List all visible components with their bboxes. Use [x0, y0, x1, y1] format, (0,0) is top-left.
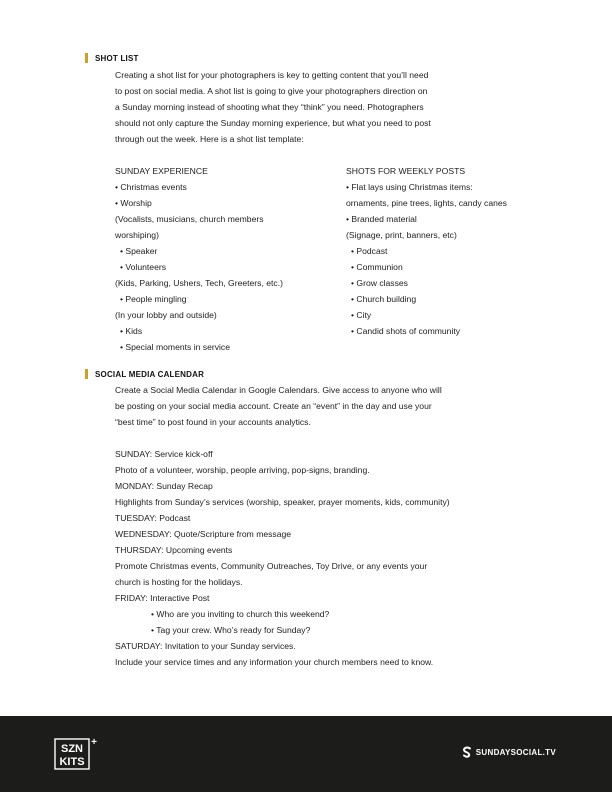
szn-kits-logo	[54, 736, 98, 770]
list-item: • Worship	[115, 198, 152, 208]
list-item: (In your lobby and outside)	[115, 310, 217, 320]
intro-line: through out the week. Here is a shot list template:	[115, 134, 304, 144]
intro-line: be posting on your social media account. Create an “event” in the day and use your	[115, 401, 432, 411]
schedule-line: Promote Christmas events, Community Outreaches, Toy Drive, or any events your	[115, 561, 428, 571]
list-item: (Signage, print, banners, etc)	[346, 230, 457, 240]
weekly-posts-column	[346, 163, 561, 339]
column-title: SUNDAY EXPERIENCE	[115, 166, 208, 176]
logo-line1: SZN	[61, 743, 83, 755]
schedule-line: Photo of a volunteer, worship, people arriving, pop-signs, branding.	[115, 465, 370, 475]
intro-line: a Sunday morning instead of shooting what they “think” you need. Photographers	[115, 102, 424, 112]
calendar-title: SOCIAL MEDIA CALENDAR	[95, 369, 205, 379]
footer-bar	[0, 716, 612, 792]
column-title: SHOTS FOR WEEKLY POSTS	[346, 166, 466, 176]
list-item: (Vocalists, musicians, church members	[115, 214, 264, 224]
intro-line: should not only capture the Sunday morning experience, but what you need to post	[115, 118, 431, 128]
list-item: • Flat lays using Christmas items:	[346, 182, 473, 192]
list-item: • Special moments in service	[120, 342, 230, 352]
sunday-experience-column	[115, 163, 340, 355]
list-item: • People mingling	[120, 294, 187, 304]
schedule-line: MONDAY: Sunday Recap	[115, 481, 213, 491]
calendar-intro	[115, 382, 535, 430]
sunday-social-logo-icon	[462, 746, 472, 758]
list-item: ornaments, pine trees, lights, candy canes	[346, 198, 507, 208]
calendar-schedule	[115, 446, 555, 670]
schedule-line: Include your service times and any information your church members need to know.	[115, 657, 434, 667]
schedule-line: THURSDAY: Upcoming events	[115, 545, 233, 555]
intro-line: Create a Social Media Calendar in Google Calendars. Give access to anyone who will	[115, 385, 442, 395]
list-item: • Branded material	[346, 214, 417, 224]
schedule-line: church is hosting for the holidays.	[115, 577, 243, 587]
list-item: • Volunteers	[120, 262, 167, 272]
list-item: (Kids, Parking, Ushers, Tech, Greeters, etc.)	[115, 278, 283, 288]
brand-url: SUNDAYSOCIAL.TV	[475, 747, 556, 757]
schedule-line: • Who are you inviting to church this weekend?	[151, 609, 330, 619]
list-item: • Church building	[351, 294, 417, 304]
schedule-line: SUNDAY: Service kick-off	[115, 449, 213, 459]
list-item: worshiping)	[115, 230, 159, 240]
shot-list-intro	[115, 67, 535, 147]
schedule-line: Highlights from Sunday’s services (worship, speaker, prayer moments, kids, community)	[115, 497, 450, 507]
intro-line: to post on social media. A shot list is going to give your photographers direction on	[115, 86, 428, 96]
section-marker	[85, 369, 88, 379]
schedule-line: TUESDAY: Podcast	[115, 513, 191, 523]
section-marker	[85, 53, 88, 63]
shot-list-title: SHOT LIST	[95, 53, 139, 63]
schedule-line: WEDNESDAY: Quote/Scripture from message	[115, 529, 292, 539]
list-item: • Podcast	[351, 246, 388, 256]
schedule-line: SATURDAY: Invitation to your Sunday services.	[115, 641, 296, 651]
list-item: • City	[351, 310, 372, 320]
list-item: • Communion	[351, 262, 403, 272]
logo-line2: KITS	[59, 756, 85, 768]
calendar-heading	[85, 369, 204, 379]
schedule-line: • Tag your crew. Who’s ready for Sunday?	[151, 625, 311, 635]
list-item: • Kids	[120, 326, 143, 336]
brand-link[interactable]	[462, 746, 556, 758]
intro-line: “best time” to post found in your accounts analytics.	[115, 417, 311, 427]
logo-plus: +	[91, 737, 97, 748]
list-item: • Christmas events	[115, 182, 187, 192]
intro-line: Creating a shot list for your photographers is key to getting content that you’ll need	[115, 70, 429, 80]
shot-list-heading	[85, 53, 139, 63]
list-item: • Candid shots of community	[351, 326, 461, 336]
list-item: • Grow classes	[351, 278, 408, 288]
schedule-line: FRIDAY: Interactive Post	[115, 593, 210, 603]
list-item: • Speaker	[120, 246, 158, 256]
